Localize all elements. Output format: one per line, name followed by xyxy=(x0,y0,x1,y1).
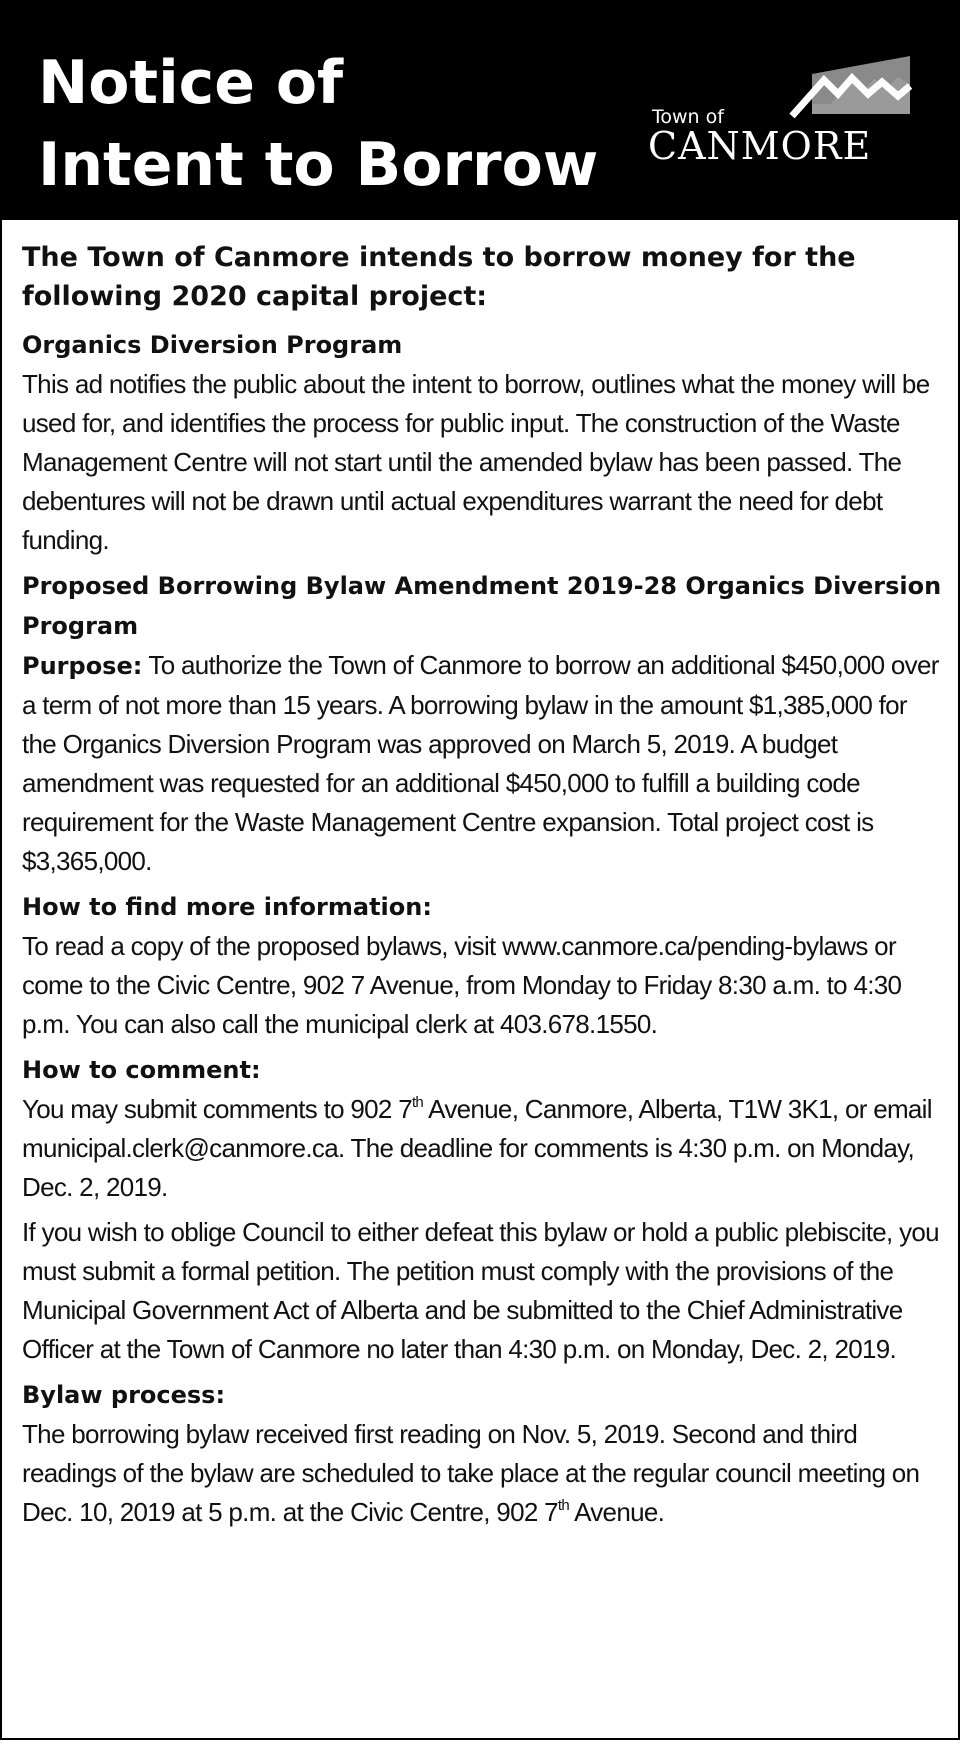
notice-body xyxy=(22,238,946,1538)
comment-paragraph xyxy=(22,1090,946,1207)
title-line-2: Intent to Borrow xyxy=(38,130,599,200)
title-line-1: Notice of xyxy=(38,48,344,118)
project-paragraph: This ad notifies the public about the intent to borrow, outlines what the money will be used for, and identifies the process for public input. The construction of the Waste Management Centre will not start until the amended bylaw has been passed. The debentures will not be drawn until actual expenditures warrant the need for debt funding. xyxy=(22,369,930,555)
logo-canmore-label: CANMORE xyxy=(648,124,872,168)
petition-paragraph: If you wish to oblige Council to either defeat this bylaw or hold a public plebiscite, you must submit a formal petition. The petition must comply with the provisions of the Municipal Government Act of Alberta and be submitted to the Chief Administrative Officer at the Town of Canmore no later than 4:30 p.m. on Monday, Dec. 2, 2019. xyxy=(22,1217,939,1364)
process-text-start: The borrowing bylaw received first reading on Nov. 5, 2019. Second and third readings of the bylaw are scheduled to take place at the regular council meeting on Dec. 10, 2019 at 5 p.m. at the Civic Centre, 902 7 xyxy=(22,1419,920,1527)
process-superscript: th xyxy=(557,1497,569,1514)
purpose-paragraph xyxy=(22,646,946,881)
project-heading: Organics Diversion Program xyxy=(22,331,403,359)
comment-superscript: th xyxy=(411,1094,424,1111)
canmore-logo xyxy=(648,54,928,174)
notice-header xyxy=(2,2,958,220)
comment-text-end: Avenue, Canmore, Alberta, T1W 3K1, or email municipal.clerk@canmore.ca. The deadline for comments is 4:30 p.m. on Monday, Dec. 2, 2019. xyxy=(22,1094,932,1202)
info-paragraph: To read a copy of the proposed bylaws, visit www.canmore.ca/pending-bylaws or come to the Civic Centre, 902 7 Avenue, from Monday to Friday 8:30 a.m. to 4:30 p.m. You can also call the municipal clerk at 403.678.1550. xyxy=(22,931,902,1039)
intro-statement: The Town of Canmore intends to borrow money for the following 2020 capital project: xyxy=(22,242,856,312)
notice-title xyxy=(38,42,598,206)
logo-town-label: Town of xyxy=(652,106,724,128)
process-heading: Bylaw process: xyxy=(22,1381,226,1409)
process-text-end: Avenue. xyxy=(569,1497,665,1527)
purpose-label: Purpose: xyxy=(22,652,143,680)
comment-text-start: You may submit comments to 902 7 xyxy=(22,1094,412,1124)
bylaw-heading: Proposed Borrowing Bylaw Amendment 2019-28 Organics Diversion Program xyxy=(22,572,942,640)
mountain-logo-icon xyxy=(778,54,918,124)
purpose-text: To authorize the Town of Canmore to borrow an additional $450,000 over a term of not more than 15 years. A borrowing bylaw in the amount $1,385,000 for the Organics Diversion Program was approved on March 5, 2019. A budget amendment was requested for an additional $450,000 to fulfill a building code requirement for the Waste Management Centre expansion. Total project cost is $3,365,000. xyxy=(22,650,939,876)
process-paragraph xyxy=(22,1415,946,1532)
info-heading: How to find more information: xyxy=(22,893,432,921)
comment-heading: How to comment: xyxy=(22,1056,261,1084)
